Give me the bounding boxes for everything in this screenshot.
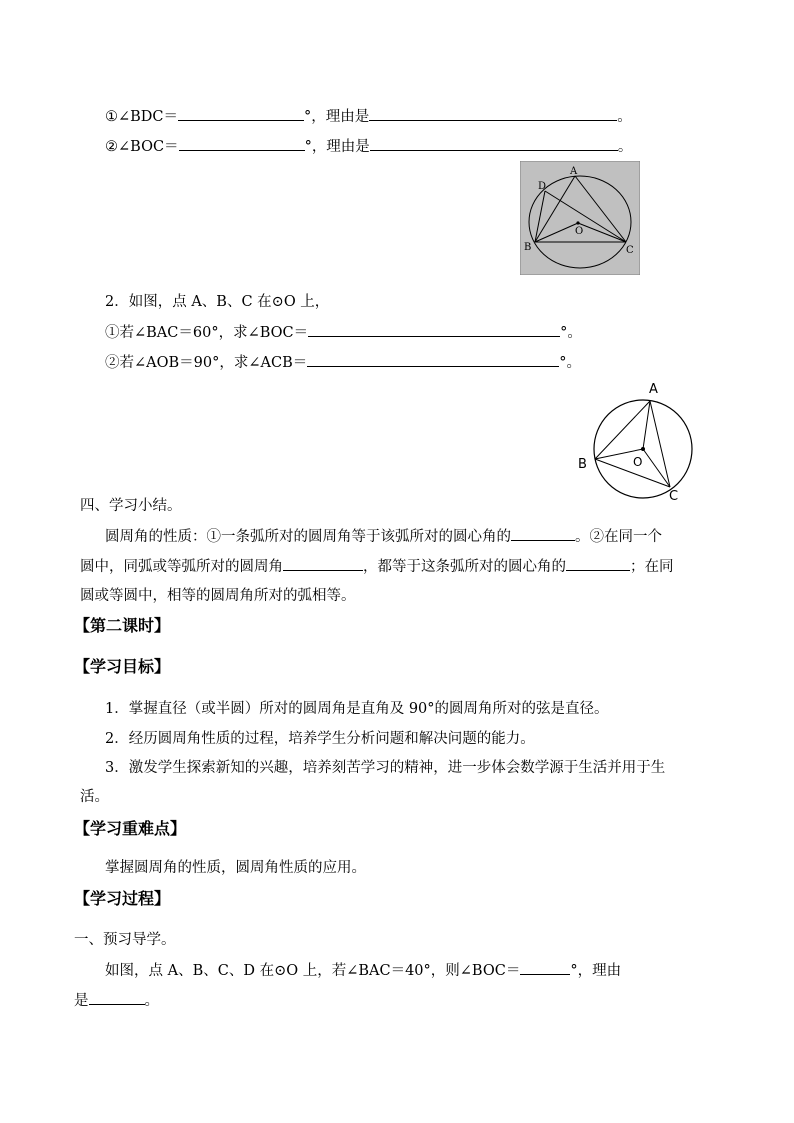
problem-2-q2-label: ②若∠AOB＝90°，求∠ACB＝ [105, 355, 308, 371]
goal-item-3: 3．激发学生探索新知的兴趣，培养刻苦学习的精神，进一步体会数学源于生活并用于生 [105, 760, 666, 776]
answer-blank[interactable] [566, 556, 630, 571]
problem-2-q1 [105, 322, 582, 343]
summary-line-3: 圆或等圆中，相等的圆周角所对的弧相等。 [80, 588, 356, 604]
summary-heading: 四、学习小结。 [80, 498, 182, 514]
answer-blank[interactable] [520, 960, 570, 975]
goals-heading: 【学习目标】 [74, 657, 171, 676]
problem-2-intro: 2．如图，点 A、B、C 在⊙O 上， [105, 294, 330, 310]
figure-2-diagram [575, 378, 695, 503]
problem-2-q2-end: °。 [559, 355, 581, 371]
reason-blank[interactable] [369, 106, 617, 121]
question-1-label: ①∠BDC＝ [105, 109, 179, 125]
goal-item-1: 1．掌握直径（或半圆）所对的圆周角是直角及 90°的圆周角所对的弦是直径。 [105, 701, 609, 717]
summary-line-2 [80, 556, 674, 577]
question-2-unit: °，理由是 [304, 139, 370, 155]
key-points-heading: 【学习重难点】 [74, 819, 187, 838]
center-point [576, 221, 579, 224]
goal-item-3-continued: 活。 [80, 789, 109, 805]
label-d: D [538, 181, 547, 192]
figure-2 [575, 378, 695, 503]
question-1-unit: °，理由是 [304, 109, 370, 125]
reason-blank[interactable] [370, 136, 618, 151]
preview-text: 。 [144, 993, 159, 1009]
label-b: B [578, 457, 587, 472]
label-o: O [633, 455, 643, 469]
summary-text: ，都等于这条弧所对的圆心角的 [363, 559, 566, 575]
summary-text: 圆中，同弧或等弧所对的圆周角 [80, 559, 283, 575]
summary-line-1 [105, 526, 662, 547]
preview-text: 是 [74, 993, 89, 1009]
key-points-text: 掌握圆周角的性质，圆周角性质的应用。 [105, 860, 366, 876]
preview-text: 如图，点 A、B、C、D 在⊙O 上，若∠BAC＝40°，则∠BOC＝ [105, 963, 521, 979]
answer-blank[interactable] [307, 352, 559, 367]
lesson-2-heading: 【第二课时】 [74, 616, 171, 635]
goal-item-2: 2．经历圆周角性质的过程，培养学生分析问题和解决问题的能力。 [105, 731, 535, 747]
label-b: B [524, 242, 532, 253]
figure-1 [520, 161, 640, 275]
answer-blank[interactable] [511, 526, 575, 541]
problem-2-q2 [105, 352, 581, 373]
label-o: O [575, 226, 584, 237]
preview-heading: 一、预习导学。 [74, 932, 176, 948]
period: 。 [617, 139, 633, 155]
problem-2-q1-label: ①若∠BAC＝60°，求∠BOC＝ [105, 325, 309, 341]
process-heading: 【学习过程】 [74, 889, 171, 908]
period: 。 [617, 109, 632, 125]
answer-blank[interactable] [283, 556, 363, 571]
question-2-label: ②∠BOC＝ [105, 139, 179, 155]
summary-text: 。②在同一个 [575, 529, 662, 545]
answer-blank[interactable] [179, 136, 305, 151]
preview-question-continued [74, 990, 159, 1011]
preview-text: °，理由 [570, 963, 622, 979]
figure-1-diagram [520, 161, 640, 275]
label-c: C [669, 489, 679, 503]
summary-text: 圆周角的性质：①一条弧所对的圆周角等于该弧所对的圆心角的 [105, 529, 511, 545]
segment-oa [643, 401, 650, 449]
preview-question [105, 960, 621, 981]
summary-text: ；在同 [630, 559, 674, 575]
problem-2-q1-end: °。 [560, 325, 582, 341]
question-1-line [105, 106, 632, 127]
reason-blank[interactable] [89, 990, 145, 1005]
center-point [641, 447, 645, 451]
question-2-line [105, 136, 632, 157]
label-a: A [570, 166, 578, 177]
answer-blank[interactable] [308, 322, 560, 337]
label-c: C [626, 245, 634, 256]
segment-ac [650, 401, 670, 487]
answer-blank[interactable] [178, 106, 304, 121]
label-a: A [649, 382, 658, 397]
figure-1-background [520, 161, 640, 275]
